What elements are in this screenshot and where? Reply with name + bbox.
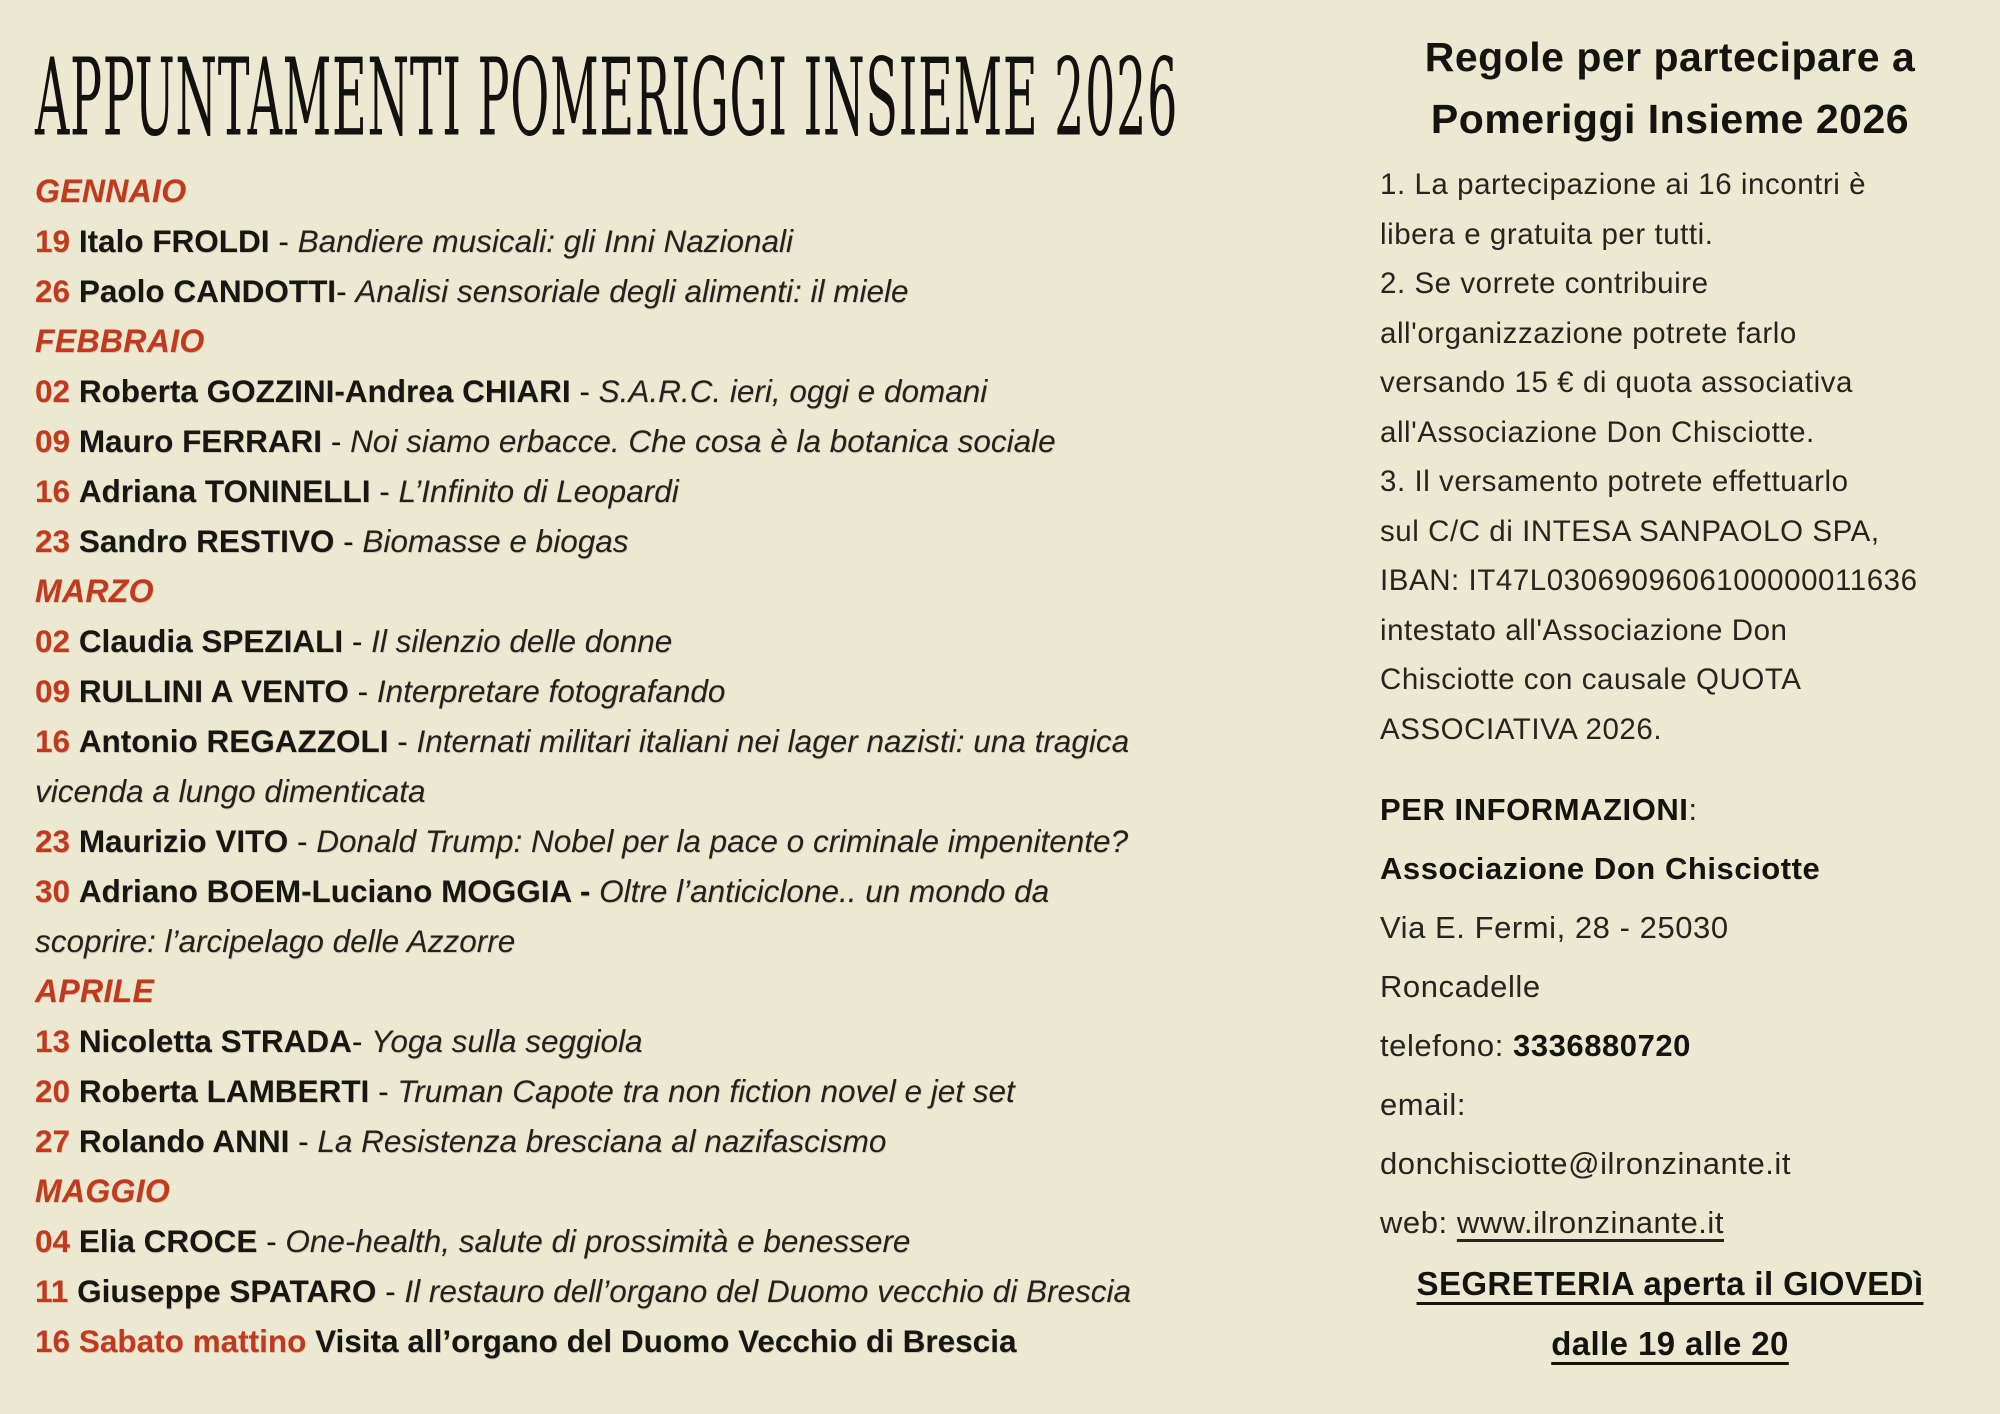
event-row (35, 416, 1340, 466)
event-date: 11 (35, 1273, 69, 1309)
info-heading-colon: : (1688, 792, 1698, 827)
event-speaker: Claudia SPEZIALI (78, 623, 344, 659)
event-gap (70, 823, 79, 859)
event-gap (70, 223, 79, 259)
event-speaker: Italo FROLDI (78, 223, 270, 259)
event-separator: - (376, 1273, 405, 1309)
segreteria-note (1380, 1254, 1960, 1374)
event-row (35, 366, 1340, 416)
event-speaker: Nicoletta STRADA (78, 1023, 352, 1059)
event-topic: Interpretare fotografando (376, 673, 726, 709)
event-date: 16 (35, 1323, 71, 1359)
segreteria-line1: SEGRETERIA aperta il GIOVEDì (1416, 1265, 1924, 1302)
rules-title (1380, 26, 1960, 150)
event-gap (70, 673, 79, 709)
event-row (35, 216, 1340, 266)
event-gap (70, 623, 79, 659)
event-date: 13 (35, 1023, 71, 1059)
event-speaker: Sandro RESTIVO (78, 523, 335, 559)
event-separator: - (370, 473, 399, 509)
rule-line: versando 15 € di quota associativa (1380, 366, 1853, 399)
event-separator: - (388, 723, 417, 759)
month-header: APRILE (35, 973, 155, 1009)
event-date: 04 (35, 1223, 71, 1259)
event-separator: - (348, 673, 377, 709)
event-topic: Biomasse e biogas (362, 523, 629, 559)
website-link[interactable]: www.ilronzinante.it (1456, 1205, 1725, 1240)
event-separator: - (570, 373, 599, 409)
event-gap (70, 1123, 79, 1159)
rule-item (1380, 457, 1960, 754)
event-topic: Truman Capote tra non fiction novel e jet set (397, 1073, 1015, 1109)
email-address: donchisciotte@ilronzinante.it (1380, 1146, 1792, 1181)
event-speaker: Adriano BOEM-Luciano MOGGIA (78, 873, 572, 909)
phone-line (1380, 1016, 1960, 1075)
event-speaker: Adriana TONINELLI (78, 473, 371, 509)
event-row (35, 516, 1340, 566)
event-row (35, 666, 1340, 716)
event-separator (306, 1323, 315, 1359)
event-date: 09 (35, 423, 71, 459)
event-separator: - (336, 273, 356, 309)
rules-title-line1: Regole per partecipare a (1424, 34, 1916, 80)
rule-item (1380, 160, 1960, 259)
event-speaker: Antonio REGAZZOLI (78, 723, 389, 759)
segreteria-line2: dalle 19 alle 20 (1551, 1325, 1789, 1362)
event-row (35, 1066, 1340, 1116)
web-line (1380, 1193, 1960, 1252)
event-topic: Bandiere musicali: gli Inni Nazionali (297, 223, 794, 259)
event-gap (70, 1023, 79, 1059)
rule-line: ASSOCIATIVA 2026. (1380, 712, 1663, 746)
event-topic: Noi siamo erbacce. Che cosa è la botanica sociale (350, 423, 1056, 459)
month-header: MARZO (35, 573, 154, 609)
event-separator: - (322, 423, 351, 459)
rule-line: sul C/C di INTESA SANPAOLO SPA, (1380, 514, 1880, 548)
event-gap (70, 373, 79, 409)
event-topic: Analisi sensoriale degli alimenti: il miele (355, 273, 909, 309)
rule-line: all'organizzazione potrete farlo (1380, 316, 1797, 350)
event-speaker: Roberta GOZZINI-Andrea CHIARI (78, 373, 571, 409)
event-separator: - (257, 1223, 286, 1259)
event-speaker: Rolando ANNI (78, 1123, 290, 1159)
rule-line: all'Associazione Don Chisciotte. (1380, 415, 1815, 449)
web-label: web: (1380, 1205, 1457, 1240)
event-speaker: Sabato mattino (78, 1323, 307, 1359)
event-date: 09 (35, 673, 71, 709)
rule-line: libera e gratuita per tutti. (1380, 217, 1714, 251)
event-speaker: Roberta LAMBERTI (78, 1073, 370, 1109)
event-separator: - (571, 873, 600, 909)
month-header: FEBBRAIO (35, 323, 205, 359)
event-topic: Visita all’organo del Duomo Vecchio di Brescia (315, 1323, 1017, 1359)
event-date: 26 (35, 273, 71, 309)
rule-line: 2. Se vorrete contribuire (1380, 267, 1709, 300)
rule-line: intestato all'Associazione Don (1380, 613, 1788, 647)
event-gap (70, 523, 79, 559)
event-speaker: Maurizio VITO (78, 823, 289, 859)
event-topic: S.A.R.C. ieri, oggi e domani (598, 373, 988, 409)
event-row (35, 1116, 1340, 1166)
phone-number: 3336880720 (1513, 1028, 1691, 1063)
rule-item (1380, 259, 1960, 457)
event-row (35, 1266, 1340, 1316)
rule-line: 1. La partecipazione ai 16 incontri è (1380, 168, 1867, 201)
event-row (35, 616, 1340, 666)
email-label: email: (1380, 1087, 1466, 1122)
event-gap (70, 273, 79, 309)
event-date: 02 (35, 373, 71, 409)
info-section (1380, 780, 1960, 1374)
event-speaker: RULLINI A VENTO (78, 673, 349, 709)
event-gap (70, 473, 79, 509)
event-topic: Il silenzio delle donne (371, 623, 673, 659)
info-heading-line (1380, 780, 1960, 839)
rules-title-line2: Pomeriggi Insieme 2026 (1430, 96, 1910, 142)
rule-line: Chisciotte con causale QUOTA (1380, 663, 1802, 696)
event-row (35, 466, 1340, 516)
rule-line: IBAN: IT47L0306909606100000011636 (1380, 564, 1918, 597)
event-date: 30 (35, 873, 71, 909)
event-speaker: Giuseppe SPATARO (77, 1273, 377, 1309)
event-row (35, 1216, 1340, 1266)
event-date: 16 (35, 723, 71, 759)
event-topic: Internati militari italiani nei lager nazisti: una tragica vicenda a lungo dimenticata (35, 723, 1130, 809)
month-header: MAGGIO (35, 1173, 171, 1209)
event-separator: - (269, 223, 298, 259)
event-row (35, 816, 1340, 866)
event-date: 02 (35, 623, 71, 659)
event-topic: Donald Trump: Nobel per la pace o criminale impenitente? (316, 823, 1129, 859)
event-separator: - (334, 523, 363, 559)
address-line1: Via E. Fermi, 28 - 25030 (1380, 910, 1729, 945)
event-row (35, 866, 1340, 966)
event-row (35, 1016, 1340, 1066)
event-separator: - (288, 823, 317, 859)
event-date: 27 (35, 1123, 71, 1159)
event-gap (68, 1273, 77, 1309)
phone-label: telefono: (1380, 1028, 1514, 1063)
event-gap (70, 1223, 79, 1259)
event-topic: Oltre l’anticiclone.. un mondo da scoprire: l’arcipelago delle Azzorre (35, 873, 1050, 959)
event-topic: Yoga sulla seggiola (371, 1023, 643, 1059)
event-speaker: Paolo CANDOTTI (78, 273, 337, 309)
event-gap (70, 723, 79, 759)
event-date: 19 (35, 223, 71, 259)
title-wrap (35, 36, 1340, 164)
rules-column (1340, 0, 2000, 1414)
event-separator: - (369, 1073, 398, 1109)
event-row (35, 266, 1340, 316)
event-date: 16 (35, 473, 71, 509)
event-gap (70, 1323, 79, 1359)
event-gap (70, 1073, 79, 1109)
event-row (35, 716, 1340, 816)
schedule-list (35, 166, 1340, 1366)
event-separator: - (351, 1023, 372, 1059)
event-date: 20 (35, 1073, 71, 1109)
event-topic: La Resistenza bresciana al nazifascismo (317, 1123, 887, 1159)
event-gap (70, 423, 79, 459)
event-separator: - (343, 623, 372, 659)
address-line2: Roncadelle (1380, 969, 1541, 1004)
info-heading: PER INFORMAZIONI (1380, 792, 1689, 827)
event-speaker: Mauro FERRARI (78, 423, 323, 459)
event-speaker: Elia CROCE (78, 1223, 258, 1259)
event-row (35, 1316, 1340, 1366)
event-date: 23 (35, 823, 71, 859)
rule-line: 3. Il versamento potrete effettuarlo (1380, 465, 1849, 498)
event-date: 23 (35, 523, 71, 559)
month-header: GENNAIO (35, 173, 187, 209)
rules-list (1380, 160, 1960, 754)
event-topic: L’Infinito di Leopardi (398, 473, 679, 509)
event-topic: Il restauro dell’organo del Duomo vecchio di Brescia (404, 1273, 1131, 1309)
event-separator: - (289, 1123, 318, 1159)
org-name: Associazione Don Chisciotte (1380, 851, 1821, 886)
event-topic: One-health, salute di prossimità e benessere (285, 1223, 911, 1259)
page-title: APPUNTAMENTI POMERIGGI INSIEME 2026 (35, 35, 1179, 161)
event-gap (70, 873, 79, 909)
